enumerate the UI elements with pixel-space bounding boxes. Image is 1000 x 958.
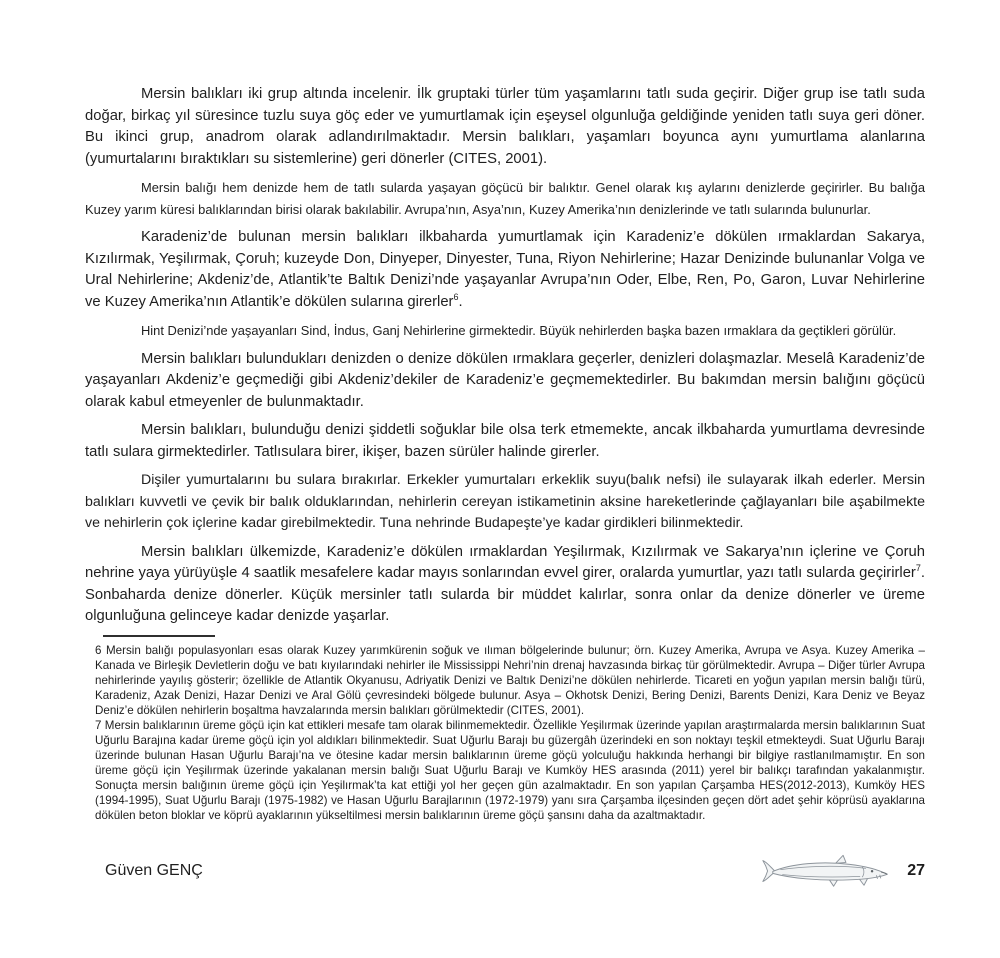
footnote-separator [103, 635, 215, 637]
paragraph-4: Hint Denizi’nde yaşayanları Sind, İndus, Ganj Nehirlerine girmektedir. Büyük nehirlerden başka bazen ırmaklara da geçtikleri görülür. [141, 323, 897, 338]
paragraph-1: Mersin balıkları iki grup altında incelenir. İlk gruptaki türler tüm yaşamlarını tatlı suda geçirir. Diğer grup ise tatlı suda doğar, birkaç yıl süresince tuzlu suya göç eder ve yumurtlamak için eşeysel olgunluğa geldiğinde yeniden tatlı suya geri döner. Bu ikinci grup, anadrom olarak adlandırılmaktadır. Mersin balıkları, yaşamları boyunca aynı yumurtlama alanlarına (yumurtalarını bıraktıkları su sistemlerine) geri dönerler (CITES, 2001). [85, 86, 925, 167]
fish-body [773, 863, 887, 880]
fish-eye [871, 870, 873, 872]
paragraph-5: Mersin balıkları bulundukları denizden o denize dökülen ırmaklara geçerler, denizleri dolaşmazlar. Meselâ Karadeniz’de yaşayanları Akdeniz’e geçmediği gibi Akdeniz’dekiler de Karadeniz’e geçmemektedirler. Bu bakımdan mersin balığını göçücü olarak kabul etmeyenler de bulunmaktadır. [85, 350, 925, 410]
fish-dorsal-fin [836, 855, 846, 863]
page-content [85, 84, 925, 823]
sturgeon-fish-icon [759, 852, 893, 890]
footnote-7: 7 Mersin balıklarının üreme göçü için kat ettikleri mesafe tam olarak bilinmemektedir. Özellikle Yeşilırmak üzerinde yapılan araştırmalarda mersin balıklarının Suat Uğurlu Barajına kadar üreme göçü için yol aldıkları bilinmektedir. Suat Uğurlu Barajı bu güzergâh üzerindeki en son noktayı teşkil etmekteydi. Suat Uğurlu Barajı üzerinde bulunan Hasan Uğurlu Barajı’na ve ötesine kadar mersin balıklarının üreme göçü yolculuğu hakkında herhangi bir bilgiye rastlanılmamıştır. En son üreme göçü için Yeşilırmak üzerinde yakalanan mersin balığı Suat Uğurlu Barajı ve Kumköy HES arasında (2011) yerel bir balıkçı tarafından yakalanmıştır. Sonuçta mersin balığının üreme göçü için Yeşilırmak’ta kat ettiği yol her geçen gün azalmaktadır. En son yapılan Çarşamba HES(2012-2013), Kumköy HES (1994-1995), Suat Uğurlu Barajı (1975-1982) ve Hasan Uğurlu Barajlarının (1972-1979) yanı sıra Çarşamba ilçesinden geçen dört adet şehir köprüsü ayaklarına dökülen beton bloklar ve köprü ayaklarının yükseltilmesi mersin balıklarının üreme göçü şansını daha da azaltmaktadır. [95, 718, 926, 822]
footnote-reference-6: 6 [453, 291, 459, 302]
footnote-marker-6: 6 [95, 643, 106, 657]
page-footer [105, 850, 925, 892]
paragraph-7: Dişiler yumurtalarını bu sulara bırakırlar. Erkekler yumurtaları erkeklik suyu(balık nefsi) ile sulayarak ilkah ederler. Mersin balıkları kuvvetli ve çevik bir balık olduklarından, nehirlerin cereyan istikametinin aksine hareketlerinde çağlayanları bile aşabilmekte ve nehirlerin çok içlerine kadar girebilmektedir. Tuna nehrinde Budapeşte’ye kadar girdikleri bilinmektedir. [85, 472, 925, 531]
footer-right-group [759, 852, 925, 890]
body-text [85, 84, 925, 628]
footnote-reference-7: 7 [915, 563, 921, 574]
paragraph-6: Mersin balıkları, bulunduğu denizi şiddetli soğuklar bile olsa terk etmemekte, ancak ilkbaharda yumurtlama devresinde tatlı sulara girmektedirler. Tatlısulara birer, ikişer, bazen sürüler halinde girerler. [85, 422, 925, 460]
paragraph-8: Mersin balıkları ülkemizde, Karadeniz’e dökülen ırmaklardan Yeşilırmak, Kızılırmak ve Sakarya’nın içlerine ve Çoruh nehrine yaya yürüyüşle 4 saatlik mesafelere kadar mayıs sonlarından evvel girer, oralarda yumurtlar, yazı tatlı sularda geçirirler$^7$. Sonbaharda denize dönerler. Küçük mersinler tatlı sularda bir müddet kalırlar, sonra onlar da denize dönerler ve üreme olgunluğuna gelinceye kadar denizde yaşarlar. [85, 543, 925, 624]
paragraph-2: Mersin balığı hem denizde hem de tatlı sularda yaşayan göçücü bir balıktır. Genel olarak kış aylarını denizlerde geçirirler. Bu balığa Kuzey yarım küresi balıklarından birisi olarak bakılabilir. Avrupa’nın, Asya’nın, Kuzey Amerika’nın denizlerinde ve tatlı sularında bulunurlar. [85, 180, 925, 217]
page-number: 27 [907, 862, 925, 879]
footnotes-section [95, 643, 925, 823]
author-name: Güven GENÇ [105, 862, 203, 879]
footnote-marker-7: 7 [95, 718, 105, 732]
paragraph-3: Karadeniz’de bulunan mersin balıkları ilkbaharda yumurtlamak için Karadeniz’e dökülen ırmaklardan Sakarya, Kızılırmak, Yeşilırmak, Çoruh; kuzeyde Don, Dinyeper, Dinyester, Tuna, Riyon Nehirlerine; Hazar Denizinde bulunanlar Volga ve Ural Nehirlerine; Akdeniz’de, Atlantik’te Baltık Denizi’nde yaşayanlar Avrupa’nın Oder, Elbe, Ren, Po, Garon, Luvar Nehirlerine ve Kuzey Amerika’nın Atlantik’e dökülen sularına girerler$^6$. [85, 229, 925, 310]
footnote-6: 6 Mersin balığı populasyonları esas olarak Kuzey yarımkürenin soğuk ve ılıman bölgelerinde bulunur; örn. Kuzey Amerika, Avrupa ve Asya. Kuzey Amerika – Kanada ve Birleşik Devletlerin doğu ve batı kıyılarındaki nehirler ile Mississippi Nehri’nin drenaj havzasında birkaç tür görülmektedir. Avrupa – Diğer türler Avrupa nehirlerinde yayılış gösterir; özellikle de Atlantik Okyanusu, Adriyatik Denizi ve Baltık Denizi’ne dökülen nehirlerde. Ticareti en yoğun yapılan mersin balığı türü, Karadeniz, Azak Denizi, Hazar Denizi ve Aral Gölü çevresindeki bölgede bulunur. Asya – Okhotsk Denizi, Bering Denizi, Barents Denizi, Kara Deniz ve Beyaz Deniz’e dökülen nehirlerin boşaltma havzalarında mersin balıkları görülmektedir (CITES, 2001). [95, 643, 925, 717]
